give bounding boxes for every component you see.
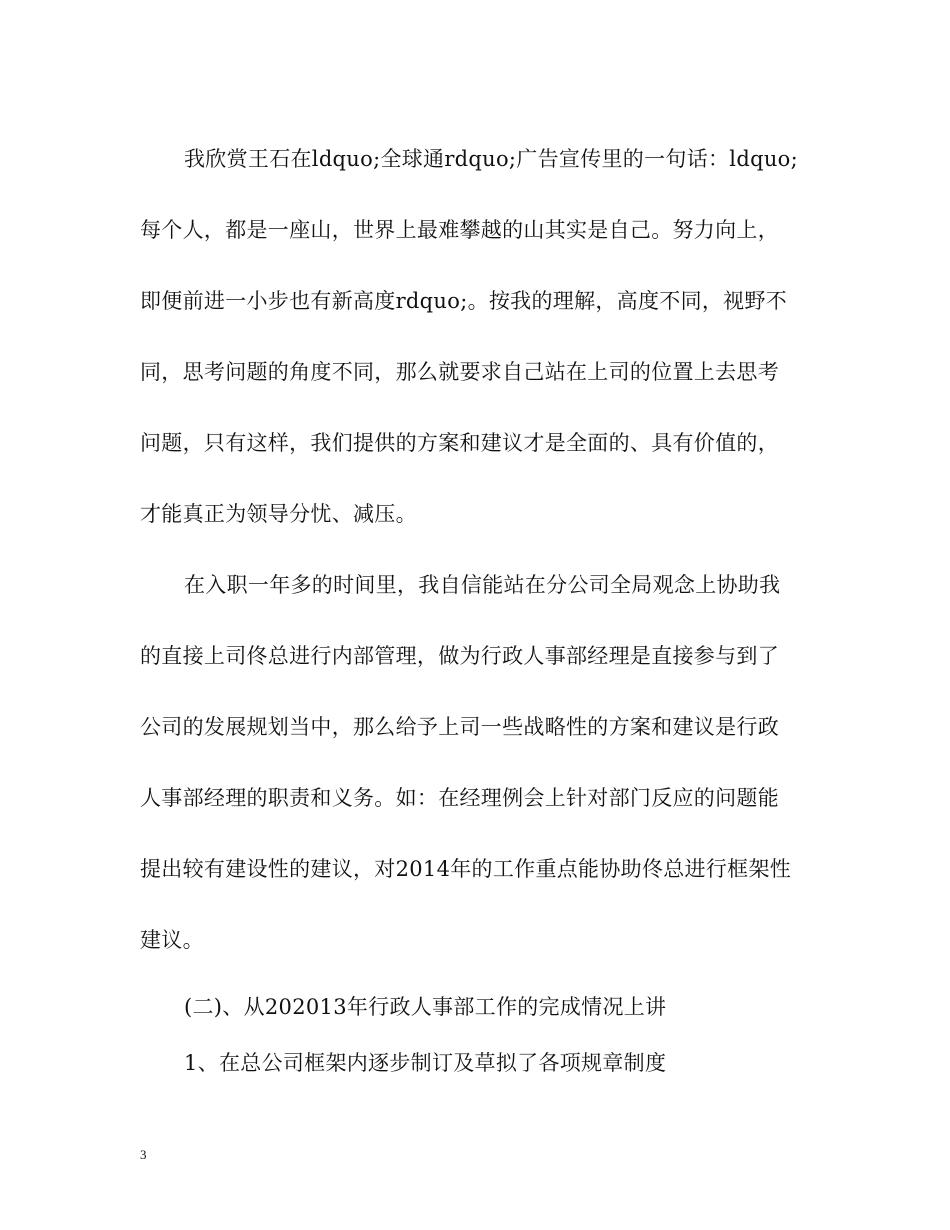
paragraph-line: 问题，只有这样，我们提供的方案和建议才是全面的、具有价值的， [140,431,779,455]
paragraph-line: 建议。 [140,928,204,952]
page-number: 3 [140,1147,147,1162]
paragraph-line: 我欣赏王石在ldquo;全球通rdquo;广告宣传里的一句话：ldquo; [184,147,798,171]
paragraph-line: 的直接上司佟总进行内部管理，做为行政人事部经理是直接参与到了 [140,644,779,668]
paragraph-line: 才能真正为领导分忧、减压。 [140,502,417,526]
section-heading: (二)、从202013年行政人事部工作的完成情况上讲 [184,995,667,1019]
paragraph-line: 公司的发展规划当中，那么给予上司一些战略性的方案和建议是行政 [140,715,779,739]
paragraph-line: 人事部经理的职责和义务。如：在经理例会上针对部门反应的问题能 [140,786,779,810]
paragraph-line: 同，思考问题的角度不同，那么就要求自己站在上司的位置上去思考 [140,360,779,384]
subsection-heading: 1、在总公司框架内逐步制订及草拟了各项规章制度 [184,1051,667,1075]
paragraph-line: 即便前进一小步也有新高度rdquo;。按我的理解，高度不同，视野不 [140,289,788,313]
paragraph-line: 提出较有建设性的建议，对2014年的工作重点能协助佟总进行框架性 [140,857,792,881]
paragraph-line: 在入职一年多的时间里，我自信能站在分公司全局观念上协助我 [184,573,781,597]
paragraph-line: 每个人，都是一座山，世界上最难攀越的山其实是自己。努力向上， [140,218,779,242]
